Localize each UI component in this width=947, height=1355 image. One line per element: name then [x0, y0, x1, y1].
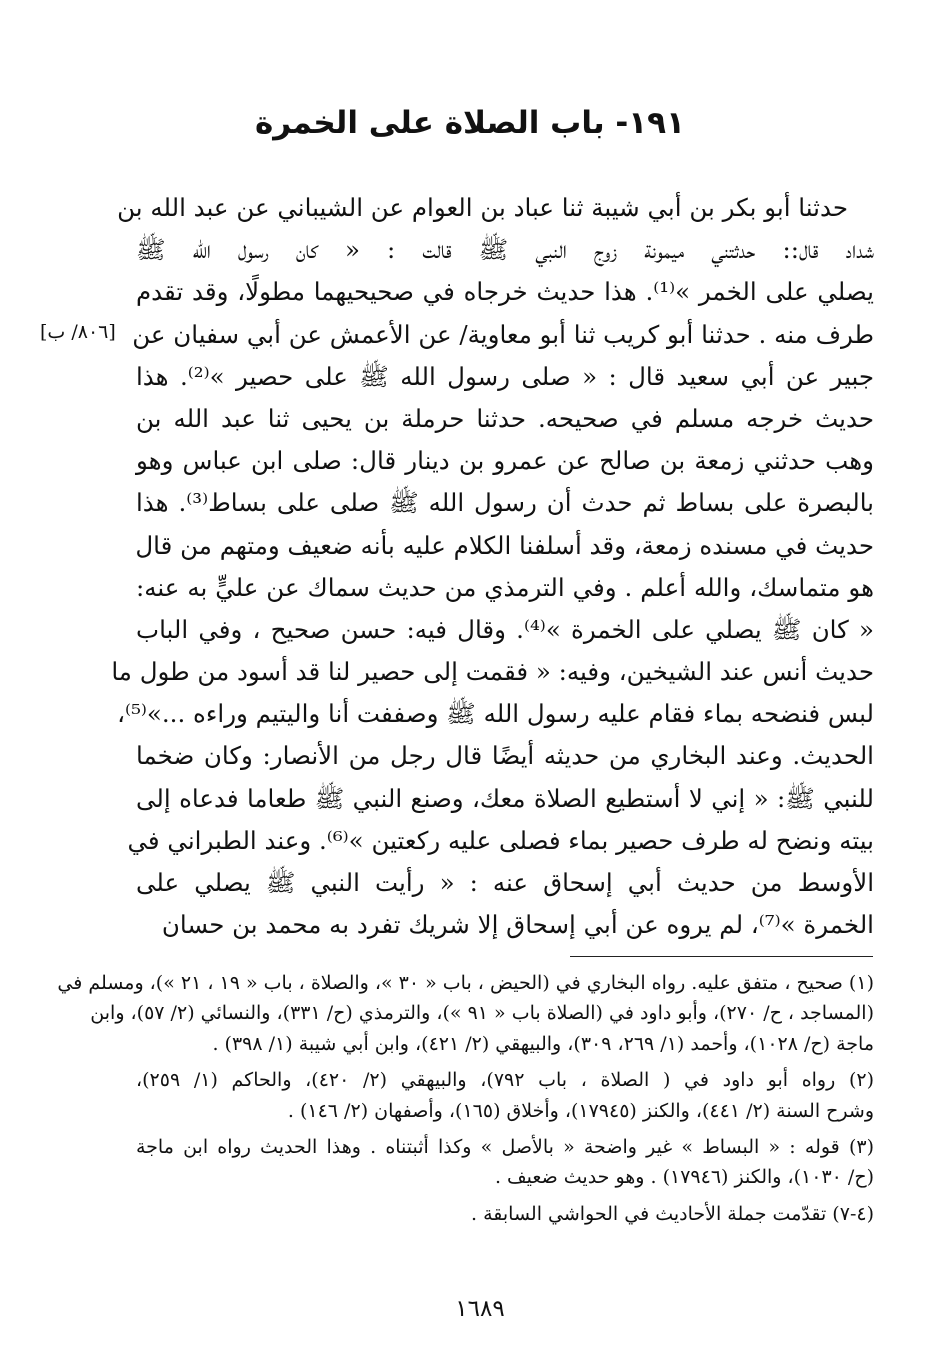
- text-line: طرف منه . حدثنا أبو كريب ثنا أبو معاوية/ عن الأعمش عن أبي سفيان عن: [132, 319, 874, 349]
- text-line: حديث أنس عند الشيخين، وفيه: « فقمت إلى حصير لنا قد أسود من طول ما: [111, 657, 874, 687]
- footnote-line: وشرح السنة (٢/ ٤٤١)، والكنز (١٧٩٤٥)، وأخلاق (١٦٥)، وأصفهان (٢/ ١٤٦) .: [287, 1099, 874, 1122]
- text-line: بيته ونضح له طرف حصير بماء فصلى عليه ركعتين »⁽⁶⁾. وعند الطبراني في: [127, 825, 874, 855]
- text-line: الحديث. وعند البخاري من حديثه أيضًا قال رجل من الأنصار: وكان ضخما: [136, 741, 874, 771]
- page-number: ١٦٨٩: [455, 1296, 505, 1322]
- text-line: للنبي ﷺ: « إني لا أستطيع الصلاة معك، وصنع النبي ﷺ طعاما فدعاه إلى: [136, 783, 874, 813]
- text-line: حدثنا أبو بكر بن أبي شيبة ثنا عباد بن العوام عن الشيباني عن عبد الله بن: [117, 193, 848, 222]
- footnote-line: (٣) قوله : « البساط » غير واضحة « بالأصل » وكذا أثبتناه . وهذا الحديث رواه ابن ماجة: [136, 1135, 874, 1158]
- manuscript-folio-note: [٨٠٦/ ب]: [40, 321, 116, 343]
- text-line: هو متماسك، والله أعلم . وفي الترمذي من حديث سماك عن عليٍّ به عنه:: [136, 572, 874, 602]
- footnote-line: (ح/ ١٠٣٠)، والكنز (١٧٩٤٦) . وهو حديث ضعيف .: [494, 1166, 874, 1189]
- footnote-3: [136, 1132, 874, 1193]
- text-line: بالبصرة على بساط ثم حدث أن رسول الله ﷺ صلى على بساط⁽³⁾. هذا: [136, 488, 874, 518]
- footnote-4-7: [136, 1199, 874, 1229]
- footnote-line: (٤-٧) تقدّمت جملة الأحاديث في الحواشي السابقة .: [471, 1202, 874, 1225]
- footnote-separator: [570, 956, 873, 957]
- text-line: جبير عن أبي سعيد قال : « صلى رسول الله ﷺ على حصير »⁽²⁾. هذا: [136, 361, 874, 391]
- footnote-2: [136, 1065, 874, 1126]
- footnote-line: (١) صحيح ، متفق عليه. رواه البخاري في (الحيض ، باب « ٣٠ »، والصلاة ، باب « ١٩ ، ٢١ »)، ومسلم في: [57, 972, 874, 994]
- text-line: حديث في مسنده زمعة، وقد أسلفنا الكلام عليه بأنه ضعيف ومتهم من قال: [135, 530, 874, 560]
- footnote-line: (المساجد ، ح/ ٢٧٠)، وأبو داود في (الصلاة باب « ٩١ »)، والترمذي (ح/ ٣٣١)، والنسائي (٢/ ٥٧)، وابن: [90, 1002, 874, 1025]
- footnotes: [57, 968, 874, 1235]
- text-line: « كان ﷺ يصلي على الخمرة »⁽⁴⁾. وقال فيه: حسن صحيح ، وفي الباب: [136, 614, 874, 644]
- text-line: وهب حدثني زمعة بن صالح عن عمرو بن دينار قال: صلى ابن عباس وهو: [136, 446, 874, 476]
- footnote-line: (٢) رواه أبو داود في ( الصلاة ، باب ٧٩٢)، والبيهقي (٢/ ٤٢٠)، والحاكم (١/ ٢٥٩)،: [136, 1069, 874, 1092]
- text-line: لبس فنضحه بماء فقام عليه رسول الله ﷺ وصففت أنا واليتيم وراءه ...»⁽⁵⁾،: [117, 699, 874, 729]
- chapter-title: ١٩١- باب الصلاة على الخمرة: [254, 105, 686, 141]
- footnote-1: [57, 968, 874, 1059]
- main-text: [111, 187, 874, 946]
- text-line: حديث خرجه مسلم في صحيحه. حدثنا حرملة بن يحيى ثنا عبد الله بن: [136, 403, 874, 433]
- text-line: الأوسط من حديث أبي إسحاق عنه : « رأيت النبي ﷺ يصلي على: [136, 868, 874, 897]
- text-line: يصلي على الخمر »⁽¹⁾. هذا حديث خرجاه في صحيحيهما مطولًا، وقد تقدم: [136, 277, 874, 307]
- text-line: الخمرة »⁽⁷⁾، لم يروه عن أبي إسحاق إلا شريك تفرد به محمد بن حسان: [161, 910, 874, 940]
- text-line: شداد قال:: حدثتني ميمونة زوج النبي ﷺ قالت : « كان رسول الله ﷺ: [136, 235, 874, 265]
- footnote-line: ماجة (ح/ ١٠٢٨)، وأحمد (١/ ٢٦٩، ٣٠٩)، والبيهقي (٢/ ٤٢١)، وابن أبي شيبة (١/ ٣٩٨) .: [212, 1032, 874, 1055]
